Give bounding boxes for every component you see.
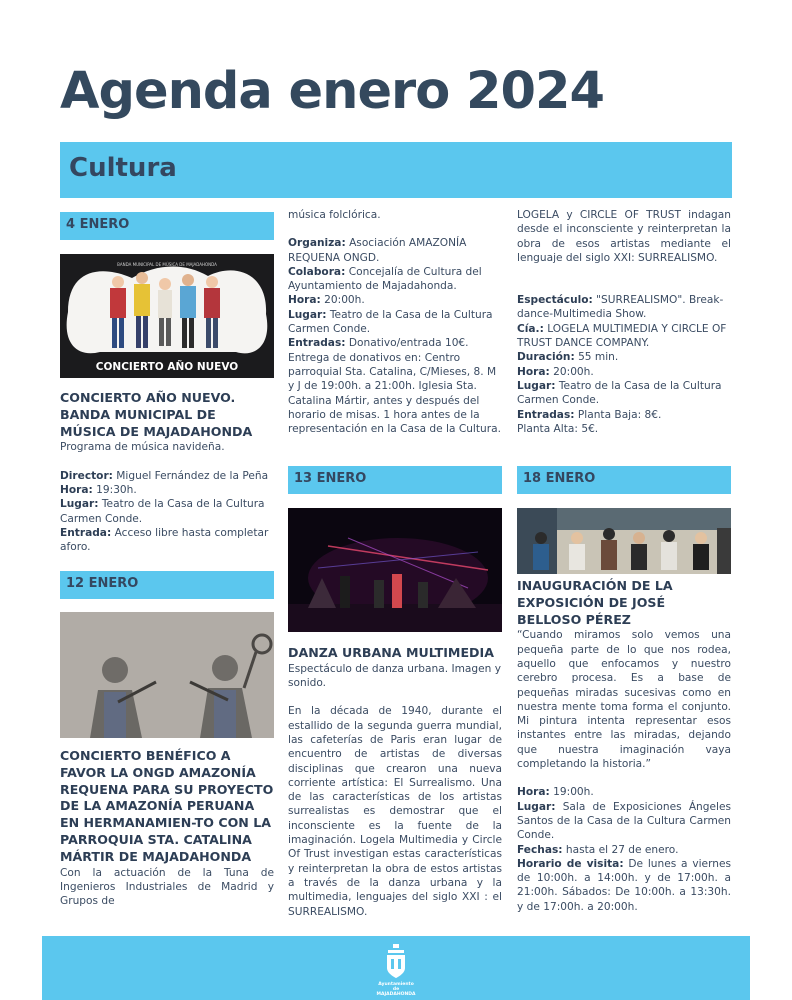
- event-heading: CONCIERTO BENÉFICO A FAVOR LA ONGD AMAZONÍA REQUENA PARA SU PROYECTO DE LA AMAZONÍA PERUANA EN HERMANAMIEN-TO CON LA PARROQUIA STA. CATALINA MÁRTIR DE MAJADAHONDA: [60, 748, 274, 864]
- event-13-enero-continued: [517, 208, 731, 436]
- date-label: 18 ENERO: [523, 471, 596, 486]
- event-18-enero: [517, 578, 731, 914]
- espectaculo-label: Espectáculo:: [517, 294, 593, 307]
- organiza-value: Asociación AMAZONÍA REQUENA ONGD.: [288, 237, 467, 264]
- lugar-label: Lugar:: [60, 498, 99, 511]
- event-heading: INAUGURACIÓN DE LA EXPOSICIÓN DE JOSÉ BELLOSO PÉREZ: [517, 578, 673, 627]
- horario-label: Horario de visita:: [517, 857, 624, 870]
- duracion-value: 55 min.: [578, 351, 619, 364]
- section-label: Cultura: [69, 153, 177, 183]
- lugar-label: Lugar:: [517, 800, 556, 813]
- hora-label: Hora:: [517, 365, 550, 378]
- lugar-value: Teatro de la Casa de la Cultura Carmen Conde.: [60, 498, 265, 525]
- cia-value: LOGELA MULTIMEDIA Y CIRCLE OF TRUST DANCE COMPANY.: [517, 322, 727, 350]
- cia-label: Cía.:: [517, 322, 544, 335]
- poster-caption: CONCIERTO AÑO NUEVO: [95, 361, 239, 373]
- fechas-value: hasta el 27 de enero.: [565, 843, 679, 856]
- desc-continued: música folclórica.: [288, 209, 381, 221]
- section-bar: [60, 142, 732, 198]
- coat-of-arms-icon: [385, 944, 407, 978]
- hora-label: Hora:: [60, 483, 93, 496]
- lugar-value: Teatro de la Casa de la Cultura Carmen Conde.: [517, 379, 722, 407]
- event-heading: DANZA URBANA MULTIMEDIA: [288, 645, 494, 660]
- danza-urbana-image: [288, 508, 502, 632]
- hora-value: 19:00h.: [553, 786, 594, 799]
- colabora-label: Colabora:: [288, 265, 346, 278]
- duracion-label: Duración:: [517, 351, 575, 364]
- hora-value: 20:00h.: [324, 294, 365, 307]
- entradas-label: Entradas:: [517, 408, 575, 421]
- event-body: En la década de 1940, durante el estallido de la segunda guerra mundial, las cafeterías de Paris eran lugar de encuentro de artistas de diversas disciplinas que crearon una nueva corriente artística: El Surrealismo. Una de las características de los artistas surrealistas es demostrar que el inconsciente es la fuente de la imaginación. Logela Multimedia y Circle Of Trust investigan estas características y reinterpretan la obra de estos artistas a través de la danza urbana y la multimedia, lenguajes del siglo XXI : el SURREALISMO.: [288, 705, 502, 918]
- date-label: 13 ENERO: [294, 471, 367, 486]
- lugar-label: Lugar:: [517, 379, 556, 392]
- organiza-label: Organiza:: [288, 237, 346, 250]
- director-label: Director:: [60, 469, 113, 482]
- horario-value: De lunes a viernes de 10:00h. a 14:00h. y de 17:00h. a 21:00h. Sábados: De 10:00h. a 13:30h. y de 17:00h. a 20:00h.: [517, 857, 731, 913]
- date-label: 4 ENERO: [66, 217, 130, 232]
- colabora-value: Concejalía de Cultura del Ayuntamiento de Majadahonda.: [288, 265, 482, 293]
- lugar-value: Teatro de la Casa de la Cultura Carmen Conde.: [288, 308, 493, 336]
- donativos-info: Entrega de donativos en: Centro parroquial Sta. Catalina, C/Mieses, 8. M y J de 19:00h. a 21:00h. Iglesia Sta. Catalina Mártir, antes y después del horario de misas. 1 hora antes de la representación en la Casa de la Cultura.: [288, 351, 501, 436]
- entradas-value: Donativo/entrada 10€.: [348, 337, 469, 350]
- event-13-enero: [288, 645, 502, 919]
- date-bar-18-enero: [517, 466, 731, 494]
- event-heading: CONCIERTO AÑO NUEVO. BANDA MUNICIPAL DE MÚSICA DE MAJADAHONDA: [60, 390, 253, 439]
- event-12-enero: [60, 748, 274, 908]
- page-title: Agenda enero 2024: [60, 62, 604, 121]
- lugar-label: Lugar:: [288, 308, 327, 321]
- entrada-label: Entrada:: [60, 526, 112, 539]
- director-value: Miguel Fernández de la Peña: [116, 469, 269, 482]
- hora-label: Hora:: [288, 294, 321, 307]
- entradas-value-2: Planta Alta: 5€.: [517, 422, 599, 435]
- event-12-enero-continued: [288, 208, 502, 436]
- poster-small-text: BANDA MUNICIPAL DE MÚSICA DE MAJADAHONDA: [117, 262, 217, 267]
- hora-value: 19:30h.: [96, 483, 137, 496]
- tuna-mural-image: [60, 612, 274, 738]
- ayuntamiento-logo: [375, 944, 417, 997]
- body-continued: LOGELA y CIRCLE OF TRUST indagan desde el inconsciente y reinterpretan la obra de esos artistas mediante el lenguaje del siglo XXI: SURREALISMO.: [517, 209, 731, 264]
- event-quote: “Cuando miramos solo vemos una pequeña parte de lo que nos rodea, aquello que enfocamos y nuestro cerebro procesa. Es a base de pequeñas miradas sucesivas como en nuestra mente toma forma el conjunto. Mi pintura intenta representar esos instantes entre las miradas, dejando que nuestra imaginación vaya completando la historia.”: [517, 629, 731, 771]
- event-desc: Con la actuación de la Tuna de Ingenieros Industriales de Madrid y Grupos de: [60, 866, 274, 908]
- date-bar-4-enero: [60, 212, 274, 240]
- event-desc: Espectáculo de danza urbana. Imagen y sonido.: [288, 662, 501, 690]
- event-desc: Programa de música navideña.: [60, 441, 225, 454]
- date-bar-12-enero: [60, 571, 274, 599]
- entradas-label: Entradas:: [288, 337, 346, 350]
- fechas-label: Fechas:: [517, 843, 563, 856]
- footer-bar: [42, 936, 750, 1000]
- entradas-value: Planta Baja: 8€.: [577, 408, 662, 421]
- hora-value: 20:00h.: [553, 365, 594, 378]
- date-label: 12 ENERO: [66, 576, 139, 591]
- espectaculo-value: "SURREALISMO". Break-dance-Multimedia Show.: [517, 294, 724, 321]
- date-bar-13-enero: [288, 466, 502, 494]
- hora-label: Hora:: [517, 786, 550, 799]
- event-4-enero: [60, 390, 274, 554]
- entrada-value: Acceso libre hasta completar aforo.: [60, 526, 269, 554]
- logo-text: Ayuntamiento de MAJADAHONDA: [376, 982, 416, 997]
- lugar-value: Sala de Exposiciones Ángeles Santos de la Casa de la Cultura Carmen Conde.: [517, 800, 731, 842]
- exposicion-painting-image: [517, 508, 731, 574]
- concierto-poster-image: [60, 254, 274, 378]
